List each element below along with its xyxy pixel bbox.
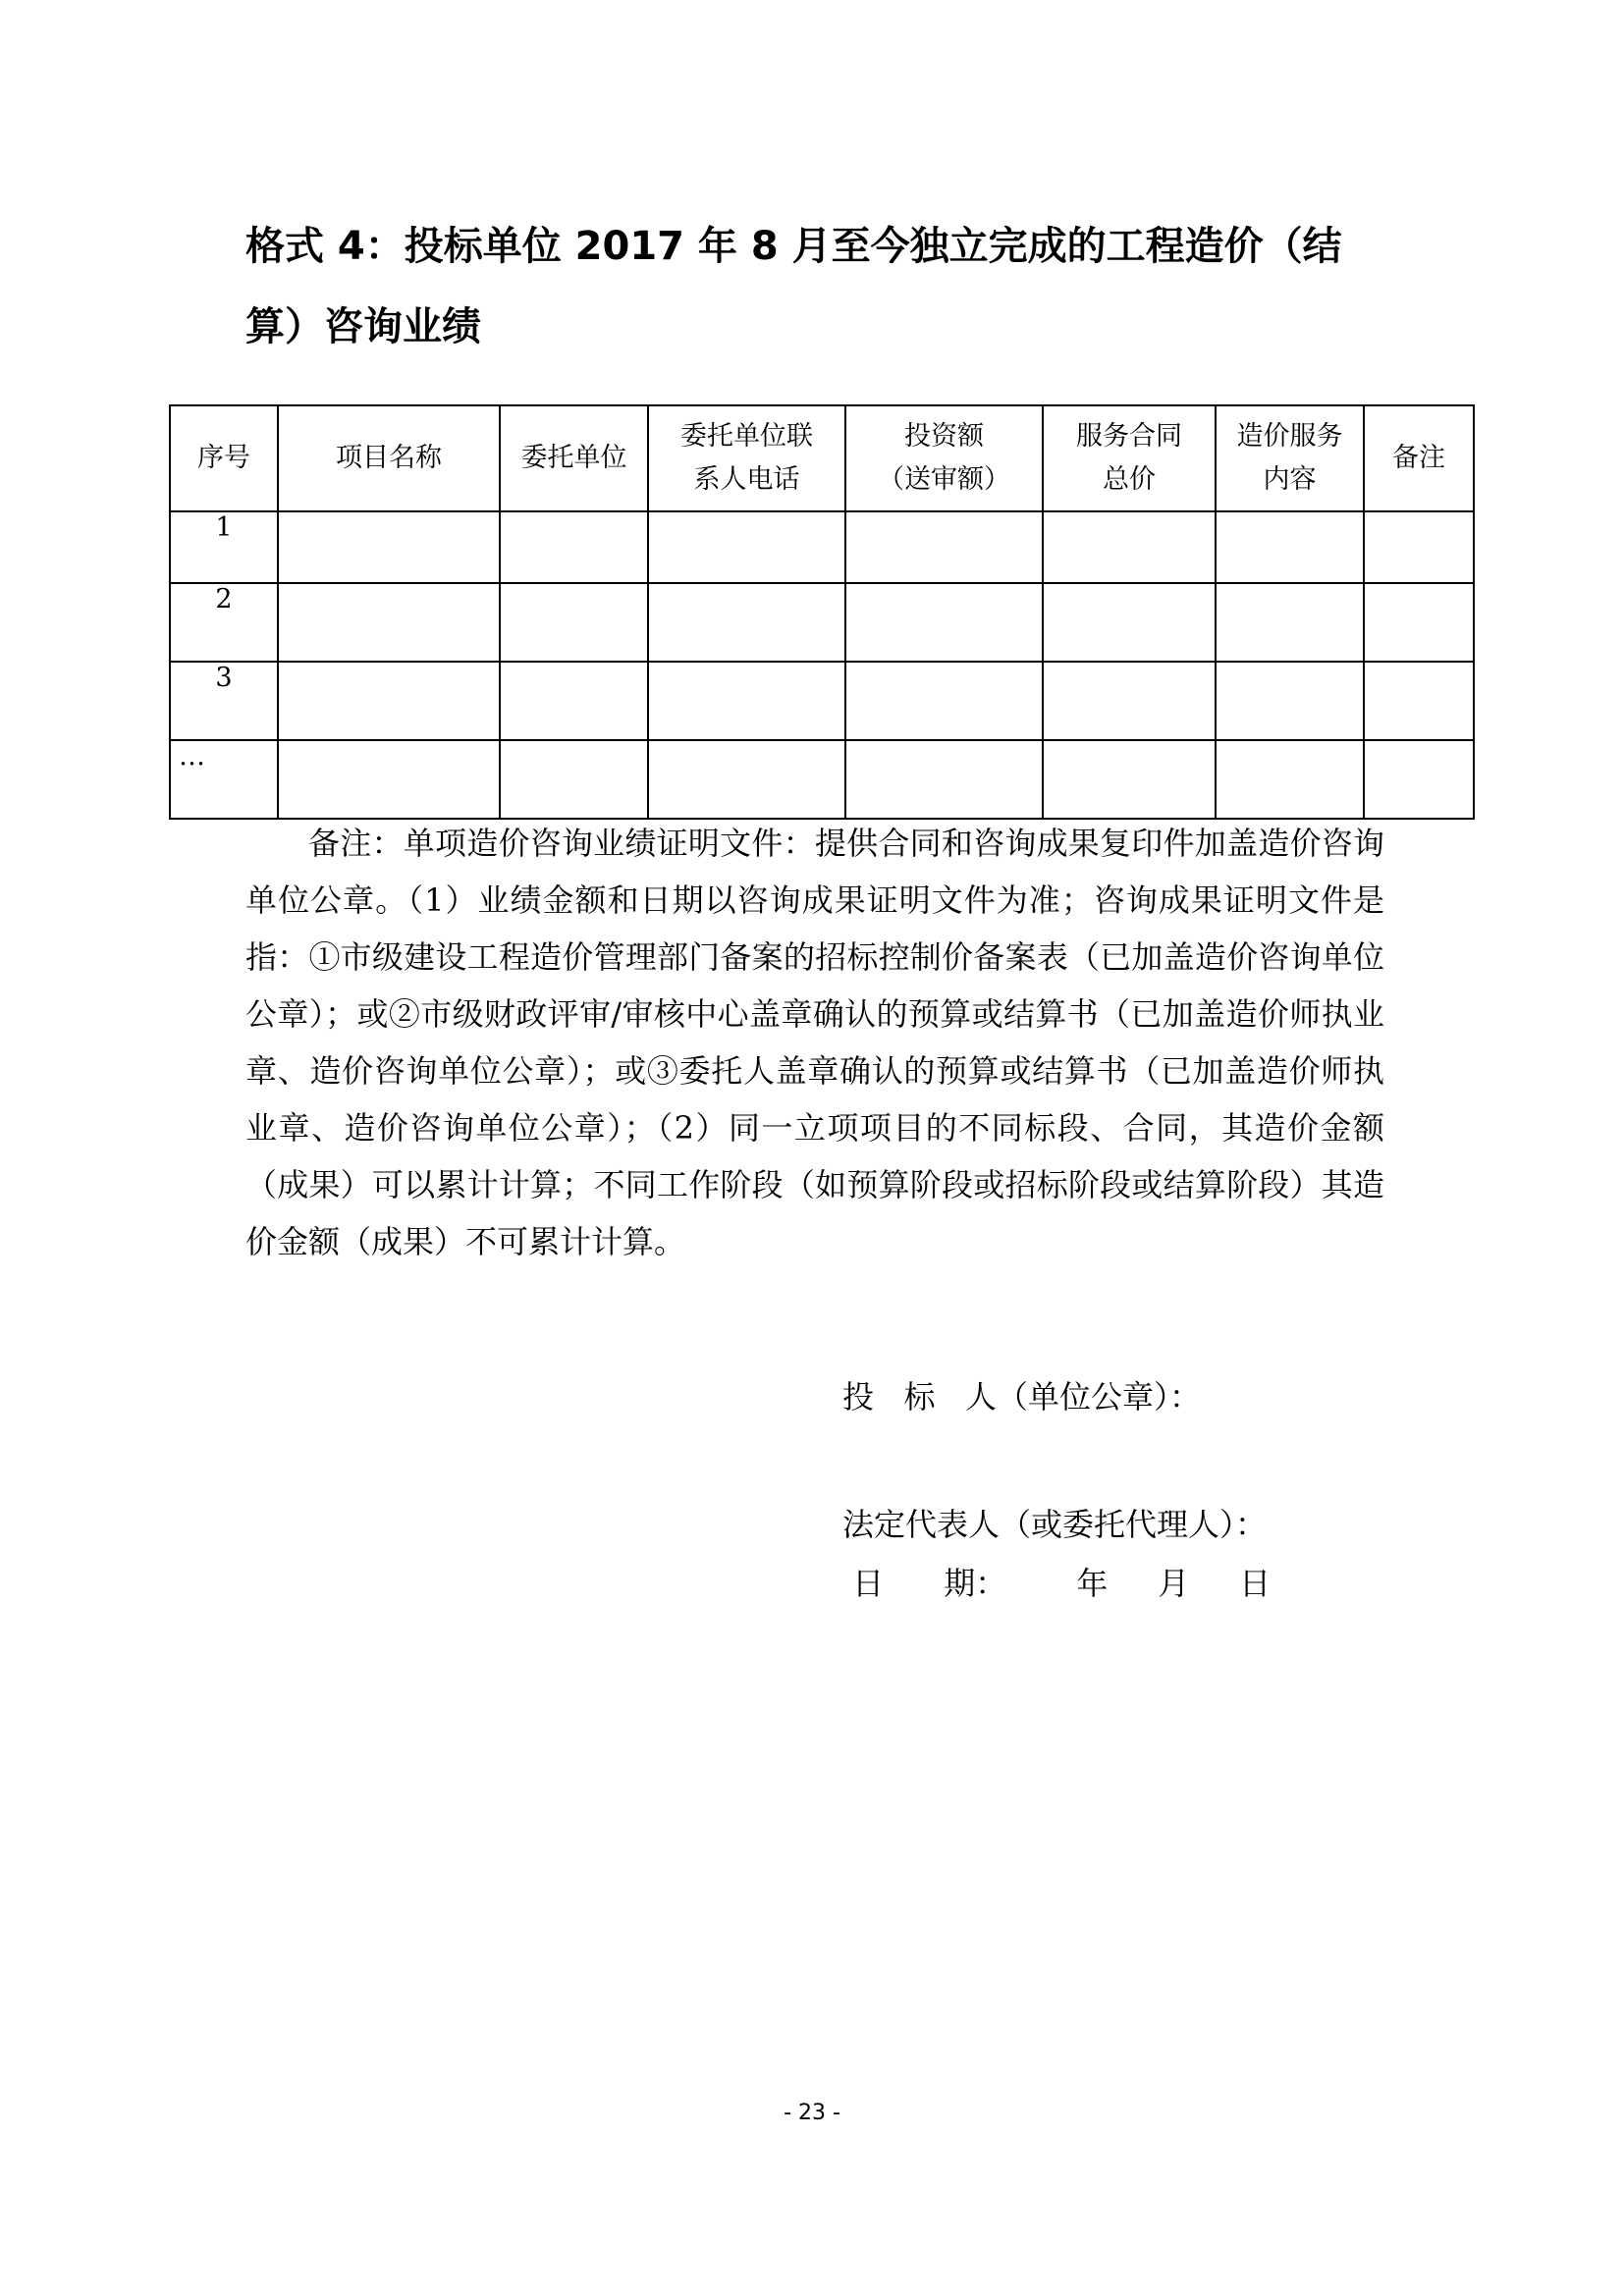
table-cell [1364, 583, 1474, 662]
table-cell [1364, 511, 1474, 583]
table-cell [500, 740, 648, 819]
page-title: 格式 4：投标单位 2017 年 8 月至今独立完成的工程造价（结算）咨询业绩 [245, 224, 1342, 349]
table-row [170, 511, 1474, 583]
row-index: … [170, 740, 278, 819]
table-cell [845, 662, 1043, 740]
table-cell [1043, 583, 1216, 662]
table-cell [278, 511, 500, 583]
performance-table [169, 404, 1475, 820]
table-cell [1216, 583, 1364, 662]
row-index: 2 [170, 583, 278, 662]
header-service-content: 造价服务 内容 [1216, 405, 1364, 511]
table-cell [648, 662, 845, 740]
table-cell [845, 583, 1043, 662]
table-row [170, 583, 1474, 662]
table-row [170, 662, 1474, 740]
legal-representative-line: 法定代表人（或委托代理人）： [842, 1506, 1268, 1543]
table-cell [500, 662, 648, 740]
table-cell [1043, 662, 1216, 740]
page-number: - 23 - [784, 2101, 840, 2125]
row-index: 1 [170, 511, 278, 583]
table-cell [500, 583, 648, 662]
table-cell [278, 662, 500, 740]
table-cell [1043, 740, 1216, 819]
table-cell [1043, 511, 1216, 583]
table-cell [648, 583, 845, 662]
table-cell [1216, 740, 1364, 819]
table-cell [1216, 662, 1364, 740]
table-cell [845, 740, 1043, 819]
table-row [170, 740, 1474, 819]
table-cell [1364, 662, 1474, 740]
date-line: 日 期： 年 月 日 [842, 1565, 1272, 1602]
table-header-row [170, 405, 1474, 511]
header-investment: 投资额 （送审额） [845, 405, 1043, 511]
table-cell [648, 511, 845, 583]
row-index: 3 [170, 662, 278, 740]
header-client: 委托单位 [500, 405, 648, 511]
table-cell [1364, 740, 1474, 819]
header-client-contact: 委托单位联 系人电话 [648, 405, 845, 511]
table-cell [278, 583, 500, 662]
header-index: 序号 [170, 405, 278, 511]
header-project-name: 项目名称 [278, 405, 500, 511]
table-cell [500, 511, 648, 583]
table-cell [1216, 511, 1364, 583]
table-cell [845, 511, 1043, 583]
header-remarks: 备注 [1364, 405, 1474, 511]
remarks-note: 备注：单项造价咨询业绩证明文件：提供合同和咨询成果复印件加盖造价咨询单位公章。（1）业绩金额和日期以咨询成果证明文件为准；咨询成果证明文件是指：①市级建设工程造价管理部门备案的招标控制价备案表（已加盖造价咨询单位公章）；或②市级财政评审/审核中心盖章确认的预算或结算书（已加盖造价师执业章、造价咨询单位公章）；或③委托人盖章确认的预算或结算书（已加盖造价师执业章、造价咨询单位公章）；（2）同一立项项目的不同标段、合同，其造价金额（成果）可以累计计算；不同工作阶段（如预算阶段或招标阶段或结算阶段）其造价金额（成果）不可累计计算。 [245, 825, 1384, 1260]
bidder-signature-line: 投 标 人（单位公章）： [842, 1378, 1202, 1415]
table-cell [648, 740, 845, 819]
table-cell [278, 740, 500, 819]
header-contract-price: 服务合同 总价 [1043, 405, 1216, 511]
